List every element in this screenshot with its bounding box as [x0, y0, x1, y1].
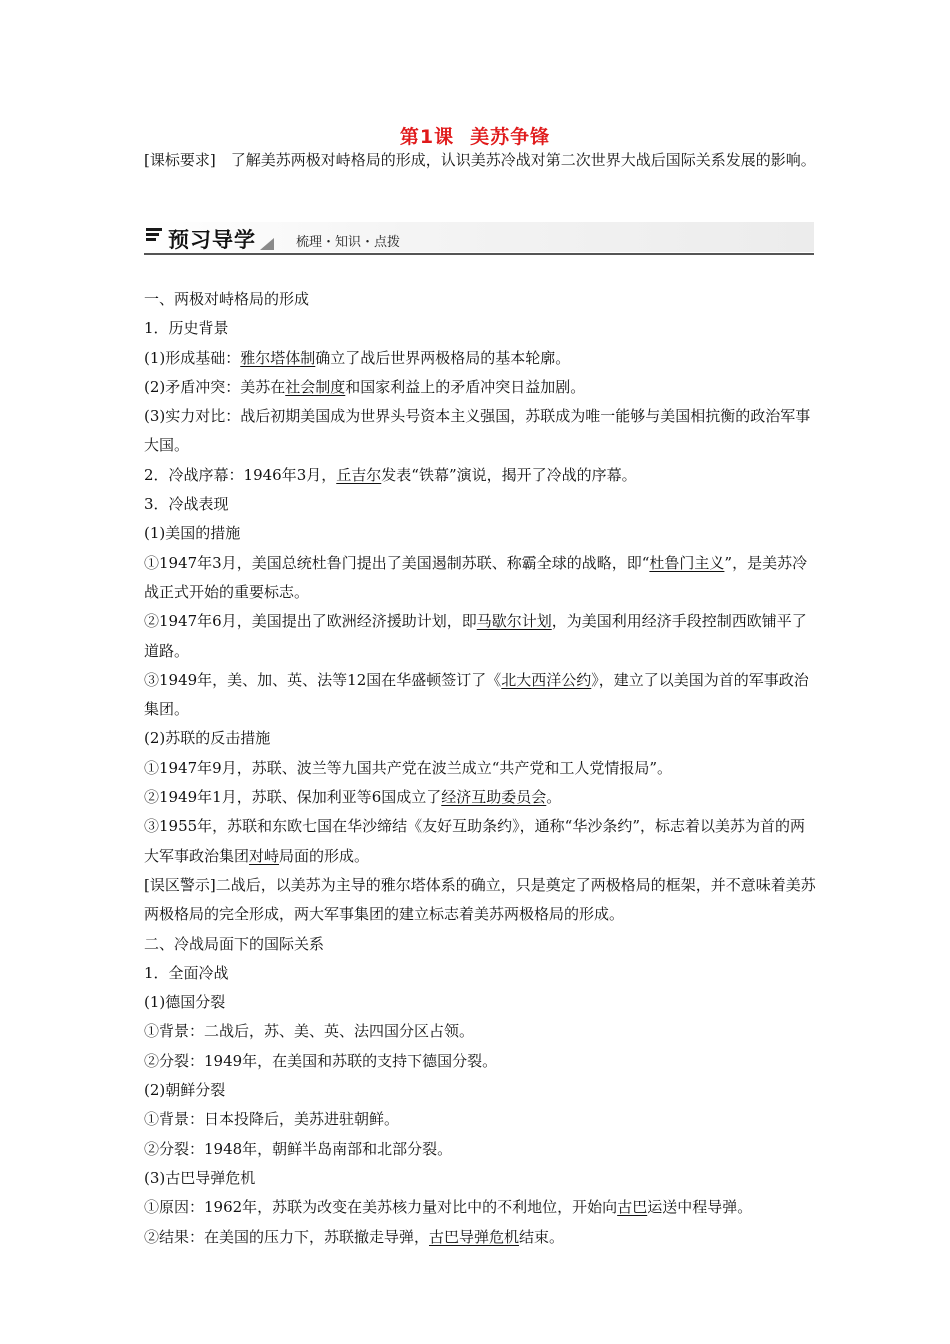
lesson-name: 美苏争锋: [470, 126, 551, 148]
text-line: [144, 461, 816, 490]
text-segment: 运送中程导弹。: [647, 1198, 753, 1217]
text-segment: 3．冷战表现: [144, 495, 229, 514]
requirement-text: 了解美苏两极对峙格局的形成，认识美苏冷战对第二次世界大战后国际关系发展的影响。: [215, 151, 816, 169]
text-segment: ”，是美苏冷战正式开始的重要标志。: [144, 553, 808, 601]
text-line: [144, 871, 816, 930]
text-line: [144, 1105, 816, 1134]
curriculum-requirement: [144, 146, 816, 175]
text-segment: ，为美国利用经济手段控制西欧铺平了道路。: [144, 612, 807, 660]
text-line: [144, 490, 816, 519]
lesson-title: [0, 122, 950, 149]
text-segment: ②分裂：1948年，朝鲜半岛南部和北部分裂。: [144, 1139, 453, 1158]
banner-corner-icon: [260, 238, 274, 250]
text-segment: [误区警示]二战后，以美苏为主导的雅尔塔体系的确立，只是奠定了两极格局的框架，并不意味着美苏两极格局的完全形成，两大军事集团的建立标志着美苏两极格局的形成。: [144, 875, 816, 924]
text-line: [144, 754, 816, 783]
banner-subtitle: 梳理・知识・点拨: [296, 235, 401, 250]
banner-rule: [144, 253, 814, 255]
text-line: [144, 1193, 816, 1222]
underlined-term: 古巴: [617, 1198, 648, 1217]
underlined-term: 古巴导弹危机: [429, 1227, 520, 1246]
text-segment: (1)德国分裂: [144, 993, 226, 1012]
text-line: [144, 783, 816, 812]
text-segment: ②分裂：1949年，在美国和苏联的支持下德国分裂。: [144, 1051, 498, 1070]
underlined-term: 经济互助委员会: [441, 788, 547, 807]
underlined-term: 对峙: [249, 846, 280, 865]
text-line: [144, 314, 816, 343]
text-segment: ①背景：日本投降后，美苏进驻朝鲜。: [144, 1110, 400, 1129]
text-line: [144, 812, 816, 871]
text-segment: 发表“铁幕”演说，揭开了冷战的序幕。: [381, 465, 637, 484]
text-segment: ①1947年9月，苏联、波兰等九国共产党在波兰成立“共产党和工人党情报局”。: [144, 758, 673, 777]
text-line: [144, 549, 816, 608]
text-segment: ①背景：二战后，苏、美、英、法四国分区占领。: [144, 1022, 475, 1041]
banner-bars-icon: [146, 228, 162, 246]
underlined-term: 社会制度: [285, 377, 346, 396]
text-segment: 。: [546, 788, 562, 807]
underlined-term: 丘吉尔: [336, 465, 382, 484]
underlined-term: 雅尔塔体制: [240, 348, 316, 367]
text-segment: (2)苏联的反击措施: [144, 729, 271, 748]
text-line: [144, 1223, 816, 1252]
text-segment: 》，建立了以美国为首的军事政治集团。: [144, 670, 809, 719]
text-line: [144, 930, 816, 959]
text-segment: ②结果：在美国的压力下，苏联撤走导弹，: [144, 1227, 430, 1246]
text-line: [144, 373, 816, 402]
text-segment: 一、两极对峙格局的形成: [144, 290, 310, 308]
text-segment: (1)形成基础：: [144, 348, 241, 367]
text-segment: ②1949年1月，苏联、保加利亚等6国成立了: [144, 788, 442, 807]
banner-title: 预习导学: [168, 228, 256, 252]
text-segment: 和国家利益上的矛盾冲突日益加剧。: [345, 377, 586, 396]
lesson-number: 第1课: [399, 126, 455, 148]
text-segment: 1．全面冷战: [144, 963, 229, 982]
text-segment: 1．历史背景: [144, 319, 229, 338]
text-segment: 2．冷战序幕：1946年3月，: [144, 465, 337, 484]
text-segment: (1)美国的措施: [144, 524, 241, 543]
text-segment: 确立了战后世界两极格局的基本轮廓。: [315, 348, 571, 367]
text-segment: 结束。: [519, 1227, 565, 1246]
text-line: [144, 607, 816, 666]
text-segment: 局面的形成。: [279, 846, 370, 865]
document-body: [144, 285, 816, 1252]
section-banner: [144, 222, 814, 256]
text-line: [144, 1076, 816, 1105]
text-line: [144, 666, 816, 725]
text-segment: ③1949年，美、加、英、法等12国在华盛顿签订了《: [144, 670, 502, 689]
text-line: [144, 285, 816, 314]
underlined-term: 马歇尔计划: [476, 612, 552, 631]
underlined-term: 北大西洋公约: [501, 670, 592, 689]
text-segment: ②1947年6月，美国提出了欧洲经济援助计划，即: [144, 612, 477, 631]
text-line: [144, 1164, 816, 1193]
text-segment: 二、冷战局面下的国际关系: [144, 934, 325, 953]
text-segment: (2)矛盾冲突：美苏在: [144, 377, 286, 396]
text-line: [144, 1017, 816, 1046]
underlined-term: 杜鲁门主义: [649, 553, 725, 572]
text-line: [144, 724, 816, 753]
text-segment: ①1947年3月，美国总统杜鲁门提出了美国遏制苏联、称霸全球的战略，即“: [144, 553, 650, 572]
text-segment: ③1955年，苏联和东欧七国在华沙缔结《友好互助条约》，通称“华沙条约”，标志着以美苏为首的两大军事政治集团: [144, 817, 806, 865]
text-line: [144, 1135, 816, 1164]
text-line: [144, 344, 816, 373]
text-line: [144, 402, 816, 461]
text-segment: (3)古巴导弹危机: [144, 1168, 256, 1187]
text-segment: (2)朝鲜分裂: [144, 1081, 226, 1100]
requirement-tag: [课标要求]: [144, 151, 216, 169]
text-line: [144, 1047, 816, 1076]
text-segment: ①原因：1962年，苏联为改变在美苏核力量对比中的不利地位，开始向: [144, 1198, 618, 1217]
text-line: [144, 988, 816, 1017]
text-line: [144, 519, 816, 548]
text-segment: (3)实力对比：战后初期美国成为世界头号资本主义强国，苏联成为唯一能够与美国相抗衡的政治军事大国。: [144, 407, 811, 455]
text-line: [144, 959, 816, 988]
